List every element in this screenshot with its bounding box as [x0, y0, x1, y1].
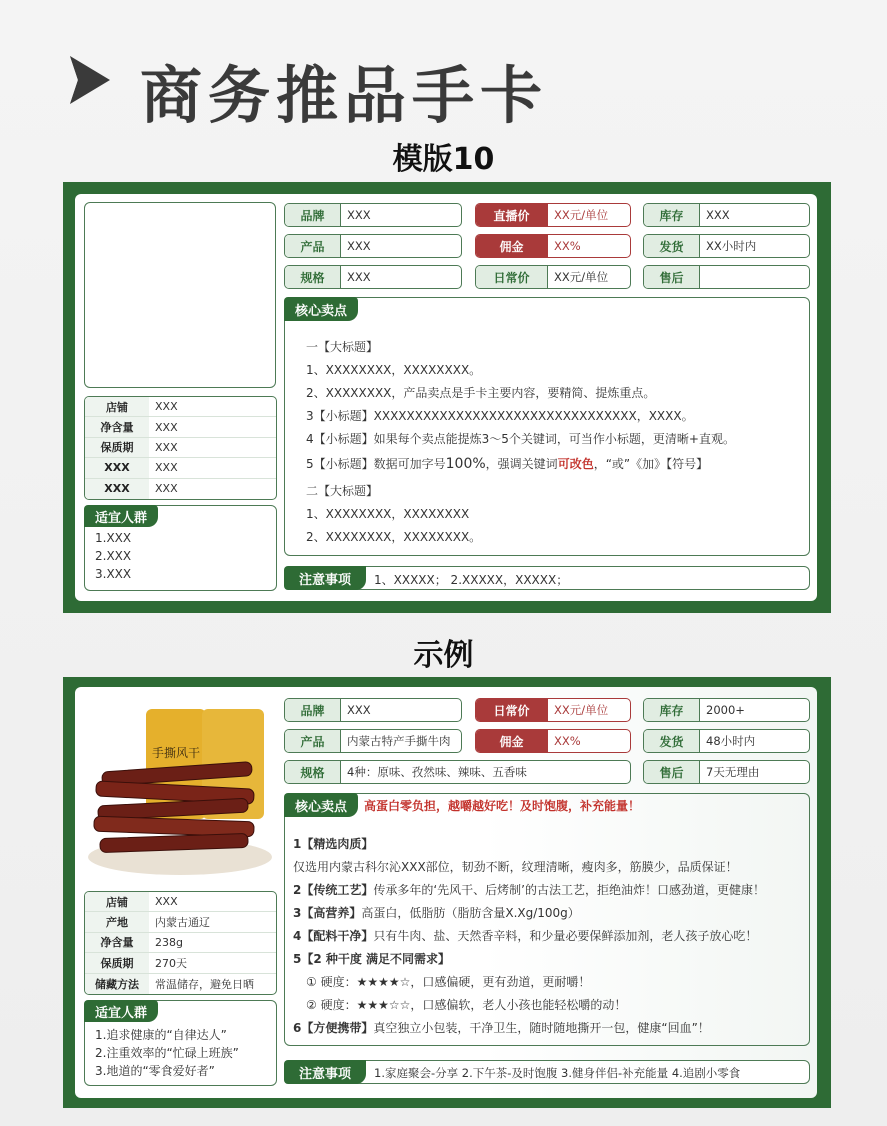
- core-line: ① 硬度：★★★★☆，口感偏硬，更有劲道，更耐嚼！: [306, 975, 591, 989]
- audience-item: 1.追求健康的“自律达人”: [95, 1028, 227, 1042]
- core-line: 3【高营养】高蛋白，低脂肪（脂肪含量X.Xg/100g）: [293, 906, 580, 920]
- live-price-field: 直播价 XX元/单位: [475, 203, 631, 227]
- note-text: 1、XXXXX； 2.XXXXX，XXXXX；: [374, 573, 569, 587]
- core-line: 4【配料干净】只有牛肉、盐、天然香辛料，和少量必要保鲜添加剂，老人孩子放心吃！: [293, 929, 758, 943]
- info-row: 店铺 XXX: [85, 892, 276, 912]
- brand-field: 品牌 XXX: [284, 698, 462, 722]
- core-points-label: 核心卖点: [284, 793, 358, 817]
- core-line: 仅选用内蒙古科尔沁XXX部位，韧劲不断，纹理清晰，瘦肉多，筋膜少，品质保证！: [293, 860, 738, 874]
- info-row: XXX XXX: [85, 458, 276, 478]
- spec-field: 规格 4种：原味、孜然味、辣味、五香味: [284, 760, 631, 784]
- example-title: 示例: [413, 638, 474, 673]
- stock-field: 库存 XXX: [643, 203, 810, 227]
- core-line: ② 硬度：★★★☆☆，口感偏软，老人小孩也能轻松嚼的动！: [306, 998, 627, 1012]
- audience-item: 2.注重效率的“忙碌上班族”: [95, 1046, 239, 1060]
- info-row: 产地 内蒙古通辽: [85, 912, 276, 932]
- commission-field: 佣金 XX%: [475, 729, 631, 753]
- stock-field: 库存 2000+: [643, 698, 810, 722]
- template-title: 模版10: [392, 142, 495, 177]
- core-line: 1、XXXXXXXX，XXXXXXXX。: [306, 363, 482, 377]
- core-line: 2、XXXXXXXX，XXXXXXXX。: [306, 530, 482, 544]
- info-row: 保质期 XXX: [85, 438, 276, 458]
- core-line: 5【2 种干度 满足不同需求】: [293, 952, 451, 966]
- core-line: 二【大标题】: [306, 484, 379, 498]
- after-sale-field: 售后 7天无理由: [643, 760, 810, 784]
- core-line: 6【方便携带】真空独立小包装，干净卫生，随时随地撕开一包，健康“回血”！: [293, 1021, 710, 1035]
- info-row: 净含量 238g: [85, 933, 276, 953]
- info-row: 店铺 XXX: [85, 397, 276, 417]
- core-line: 1【精选肉质】: [293, 837, 374, 851]
- core-line: 1、XXXXXXXX，XXXXXXXX: [306, 507, 470, 521]
- core-line: 3【小标题】XXXXXXXXXXXXXXXXXXXXXXXXXXXXXXXX，XXXX。: [306, 409, 694, 423]
- brand-field: 品牌 XXX: [284, 203, 462, 227]
- shipping-field: 发货 48小时内: [643, 729, 810, 753]
- note-text: 1.家庭聚会-分享 2.下午茶-及时饱腹 3.健身伴侣-补充能量 4.追剧小零食: [374, 1066, 741, 1080]
- shipping-field: 发货 XX小时内: [643, 234, 810, 258]
- info-row: XXX XXX: [85, 479, 276, 499]
- info-table: [84, 891, 277, 995]
- page-title: 商务推品手卡: [140, 59, 549, 132]
- note-label: 注意事项: [284, 1060, 366, 1084]
- audience-item: 3.XXX: [95, 567, 132, 581]
- image-placeholder: [84, 202, 276, 388]
- core-line: 一【大标题】: [306, 340, 379, 354]
- core-points-label: 核心卖点: [284, 297, 358, 321]
- after-sale-field: 售后: [643, 265, 810, 289]
- info-row: 保质期 270天: [85, 953, 276, 973]
- note-label: 注意事项: [284, 566, 366, 590]
- info-row: 净含量 XXX: [85, 417, 276, 437]
- core-line: 2、XXXXXXXX，产品卖点是手卡主要内容，要精简、提炼重点。: [306, 386, 656, 400]
- core-line: 4【小标题】如果每个卖点能提炼3～5个关键词，可当作小标题，更清晰+直观。: [306, 432, 735, 446]
- daily-price-field: 日常价 XX元/单位: [475, 265, 631, 289]
- bag-text: 手撕风干: [151, 746, 201, 760]
- product-photo: [84, 697, 276, 883]
- daily-price-field: 日常价 XX元/单位: [475, 698, 631, 722]
- product-field: 产品 XXX: [284, 234, 462, 258]
- arrow-icon: [68, 52, 112, 108]
- audience-label: 适宜人群: [84, 1000, 158, 1022]
- core-headline: 高蛋白零负担，越嚼越好吃！及时饱腹，补充能量！: [364, 799, 641, 813]
- audience-item: 3.地道的“零食爱好者”: [95, 1064, 215, 1078]
- core-line: 2【传统工艺】传承多年的‘先风干、后烤制’的古法工艺，拒绝油炸！口感劲道，更健康！: [293, 883, 765, 897]
- info-row: 储藏方法 常温储存，避免日晒: [85, 974, 276, 994]
- spec-field: 规格 XXX: [284, 265, 462, 289]
- core-line-emphasis: 5【小标题】数据可加字号100%，强调关键词可改色，“或”《加》【符号】: [306, 456, 709, 472]
- audience-item: 1.XXX: [95, 531, 132, 545]
- info-table: [84, 396, 277, 500]
- audience-label: 适宜人群: [84, 505, 158, 527]
- product-field: 产品 内蒙古特产手撕牛肉: [284, 729, 462, 753]
- audience-item: 2.XXX: [95, 549, 132, 563]
- commission-field: 佣金 XX%: [475, 234, 631, 258]
